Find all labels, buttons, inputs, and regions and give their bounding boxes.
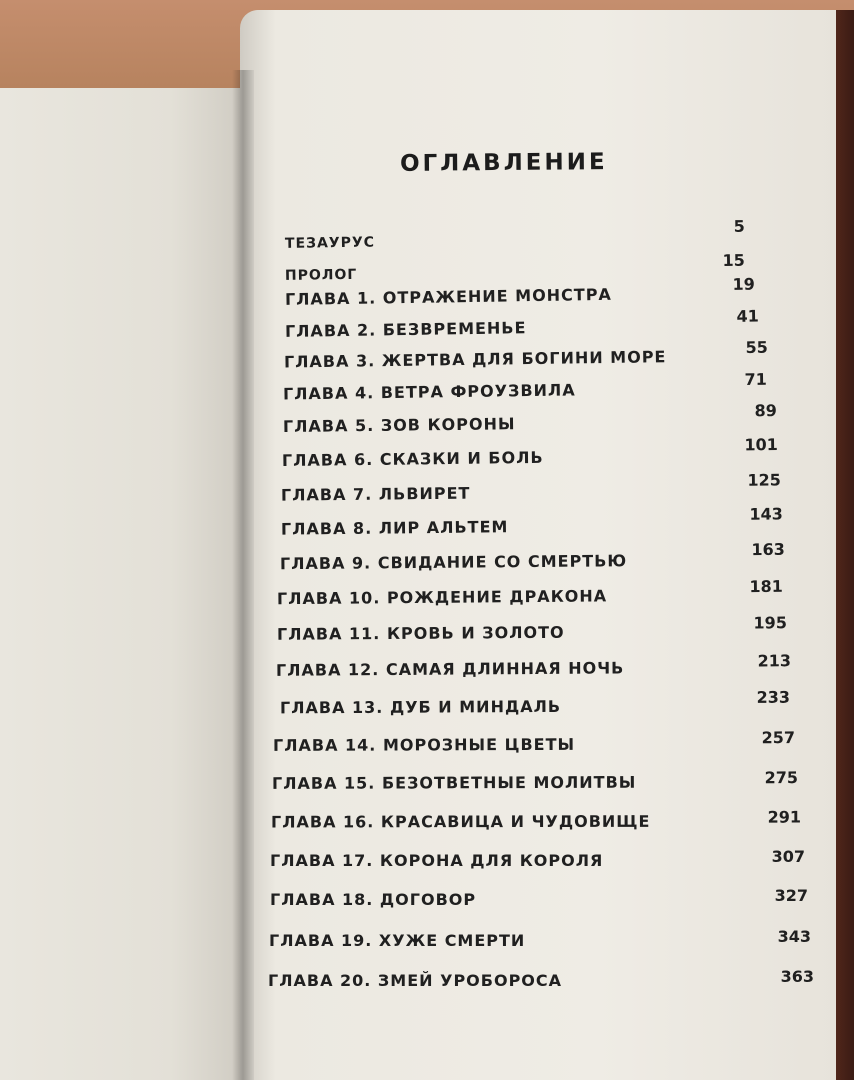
toc-entry-page: 327 (774, 886, 808, 905)
toc-entry-page: 5 (733, 216, 745, 236)
toc-entry-label: ТЕЗАУРУС (284, 234, 376, 252)
toc-entry-label: ПРОЛОГ (284, 266, 358, 284)
toc-entry-chapter-9 (279, 539, 790, 578)
toc-entry-label: ГЛАВА 20. ЗМЕЙ УРОБОРОСА (268, 971, 563, 990)
toc-entry-label: ГЛАВА 10. РОЖДЕНИЕ ДРАКОНА (276, 586, 608, 609)
toc-entry-chapter-14 (272, 728, 798, 760)
toc-entry-label: ГЛАВА 18. ДОГОВОР (270, 890, 477, 909)
toc-entry-page: 363 (780, 967, 814, 986)
toc-entry-page: 291 (767, 807, 802, 827)
toc-entry-chapter-12 (275, 651, 796, 685)
toc-entry-chapter-18 (270, 886, 808, 914)
toc-entry-label: ГЛАВА 13. ДУБ И МИНДАЛЬ (279, 696, 562, 718)
toc-title: ОГЛАВЛЕНИЕ (399, 149, 608, 177)
toc-entry-label: ГЛАВА 14. МОРОЗНЫЕ ЦВЕТЫ (272, 734, 576, 755)
toc-entry-page: 89 (754, 401, 777, 421)
toc-entry-page: 213 (757, 651, 792, 671)
toc-entry-chapter-17 (270, 847, 805, 875)
toc-entry-page: 307 (771, 847, 805, 866)
toc-entry-page: 41 (736, 306, 759, 326)
toc-entry-label: ГЛАВА 17. КОРОНА ДЛЯ КОРОЛЯ (270, 851, 604, 870)
toc-entry-page: 195 (753, 613, 787, 633)
toc-entry-chapter-5 (282, 401, 783, 441)
toc-entry-page: 275 (764, 768, 799, 788)
toc-entry-page: 233 (756, 687, 790, 707)
toc-entry-page: 125 (747, 470, 781, 490)
toc-entry-page: 143 (749, 504, 783, 524)
toc-entry-chapter-16 (270, 807, 802, 837)
toc-entry-page: 15 (722, 250, 745, 271)
toc-entry-page: 257 (761, 728, 796, 748)
toc-entry-chapter-4 (282, 369, 783, 409)
toc-entry-page: 163 (751, 539, 785, 560)
toc-entry-label: ГЛАВА 16. КРАСАВИЦА И ЧУДОВИЩЕ (270, 811, 651, 832)
toc-entry-label: ГЛАВА 12. САМАЯ ДЛИННАЯ НОЧЬ (275, 658, 625, 680)
toc-entry-page: 55 (745, 337, 768, 358)
toc-entry-label: ГЛАВА 5. ЗОВ КОРОНЫ (282, 414, 516, 437)
toc-entry-page: 19 (732, 274, 755, 294)
toc-entry-label: ГЛАВА 8. ЛИР АЛЬТЕМ (280, 517, 509, 539)
toc-entry-page: 343 (777, 927, 811, 946)
toc-entry-label: ГЛАВА 4. ВЕТРА ФРОУЗВИЛА (282, 380, 576, 404)
toc-entry-label: ГЛАВА 6. СКАЗКИ И БОЛЬ (281, 447, 544, 471)
toc-entry-chapter-6 (281, 434, 782, 475)
toc-entry-chapter-7 (280, 470, 781, 509)
toc-entry-page: 71 (744, 369, 767, 390)
toc-entry-label: ГЛАВА 9. СВИДАНИЕ СО СМЕРТЬЮ (279, 551, 628, 574)
toc-entry-chapter-11 (276, 613, 787, 649)
toc-entry-page: 101 (744, 434, 778, 455)
toc-entry-label: ГЛАВА 3. ЖЕРТВА ДЛЯ БОГИНИ МОРЕ (283, 347, 667, 372)
toc-entry-label: ГЛАВА 11. КРОВЬ И ЗОЛОТО (276, 622, 565, 644)
toc-entry-label: ГЛАВА 1. ОТРАЖЕНИЕ МОНСТРА (284, 284, 613, 309)
toc-entry-label: ГЛАВА 15. БЕЗОТВЕТНЫЕ МОЛИТВЫ (271, 772, 637, 793)
toc-entry-page: 181 (749, 576, 783, 597)
toc-entry-chapter-20 (268, 967, 814, 995)
toc-entry-chapter-13 (279, 687, 800, 723)
toc-entry-label: ГЛАВА 7. ЛЬВИРЕТ (280, 483, 471, 505)
toc-entry-chapter-8 (280, 504, 783, 543)
toc-entry-chapter-15 (271, 768, 799, 798)
toc-entry-label: ГЛАВА 2. БЕЗВРЕМЕНЬЕ (284, 318, 527, 341)
toc-entry-chapter-10 (276, 576, 787, 613)
toc-entry-chapter-19 (269, 927, 811, 955)
toc-entry-label: ГЛАВА 19. ХУЖЕ СМЕРТИ (269, 931, 526, 950)
